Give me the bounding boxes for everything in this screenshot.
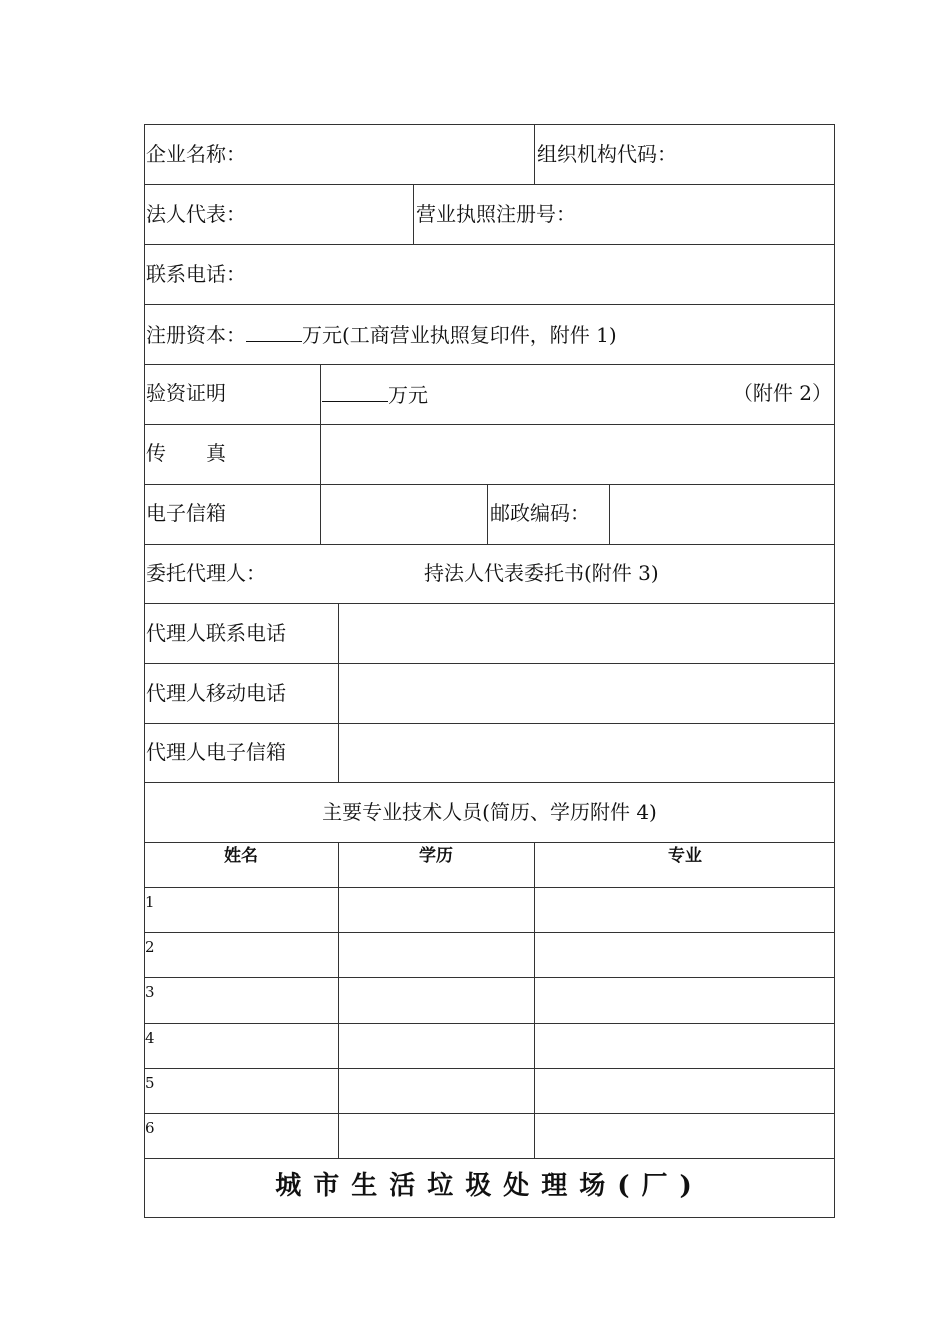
capital-proof-blank[interactable] <box>322 381 388 402</box>
reg-capital-note: 万元(工商营业执照复印件，附件 1) <box>302 323 617 347</box>
agent-label: 委托代理人： <box>146 561 266 585</box>
row-divider <box>144 932 835 933</box>
row-divider <box>144 1023 835 1024</box>
table-row-number: 4 <box>145 1029 155 1047</box>
cell-divider <box>534 842 535 1158</box>
table-row-number: 6 <box>145 1119 155 1137</box>
column-header-name: 姓名 <box>224 846 258 866</box>
reg-capital-blank[interactable] <box>246 321 302 342</box>
table-row-number: 1 <box>145 893 155 911</box>
row-divider <box>144 842 835 843</box>
row-divider <box>144 304 835 305</box>
cell-divider <box>534 124 535 184</box>
cell-divider <box>320 364 321 544</box>
column-header-education: 学历 <box>419 846 453 866</box>
row-divider <box>144 723 835 724</box>
cell-divider <box>413 184 414 244</box>
row-divider <box>144 663 835 664</box>
table-row-number: 3 <box>145 983 155 1001</box>
org-code-label: 组织机构代码： <box>537 142 677 166</box>
company-name-label: 企业名称： <box>146 142 246 166</box>
row-divider <box>144 544 835 545</box>
legal-rep-label: 法人代表： <box>146 202 246 226</box>
row-divider <box>144 364 835 365</box>
row-divider <box>144 603 835 604</box>
row-divider <box>144 887 835 888</box>
row-divider <box>144 782 835 783</box>
row-divider <box>144 1068 835 1069</box>
capital-proof-value <box>322 381 428 407</box>
cell-divider <box>487 484 488 544</box>
table-row-number: 5 <box>145 1074 155 1092</box>
postcode-label: 邮政编码： <box>490 501 590 525</box>
row-divider <box>144 1158 835 1159</box>
cell-divider <box>609 484 610 544</box>
row-divider <box>144 484 835 485</box>
table-row-number: 2 <box>145 938 155 956</box>
capital-proof-attachment: （附件 2） <box>732 381 832 405</box>
fax-label: 传 真 <box>146 441 226 465</box>
footer-title: 城市生活垃圾处理场(厂) <box>275 1171 704 1201</box>
row-divider <box>144 184 835 185</box>
phone-label: 联系电话： <box>146 262 246 286</box>
agent-phone-label: 代理人联系电话 <box>146 621 286 645</box>
agent-email-label: 代理人电子信箱 <box>146 740 286 764</box>
license-no-label: 营业执照注册号： <box>416 202 576 226</box>
row-divider <box>144 424 835 425</box>
row-divider <box>144 244 835 245</box>
capital-proof-label: 验资证明 <box>146 381 226 405</box>
row-divider <box>144 977 835 978</box>
staff-heading: 主要专业技术人员(简历、学历附件 4) <box>322 800 657 824</box>
form-table <box>144 124 835 1218</box>
reg-capital-line <box>146 321 617 347</box>
row-divider <box>144 1113 835 1114</box>
email-label: 电子信箱 <box>146 501 226 525</box>
agent-note: 持法人代表委托书(附件 3) <box>424 561 659 585</box>
reg-capital-label: 注册资本： <box>146 323 246 347</box>
capital-proof-unit: 万元 <box>388 383 428 407</box>
cell-divider <box>338 842 339 1158</box>
agent-mobile-label: 代理人移动电话 <box>146 681 286 705</box>
column-header-major: 专业 <box>668 846 702 866</box>
cell-divider <box>338 603 339 782</box>
